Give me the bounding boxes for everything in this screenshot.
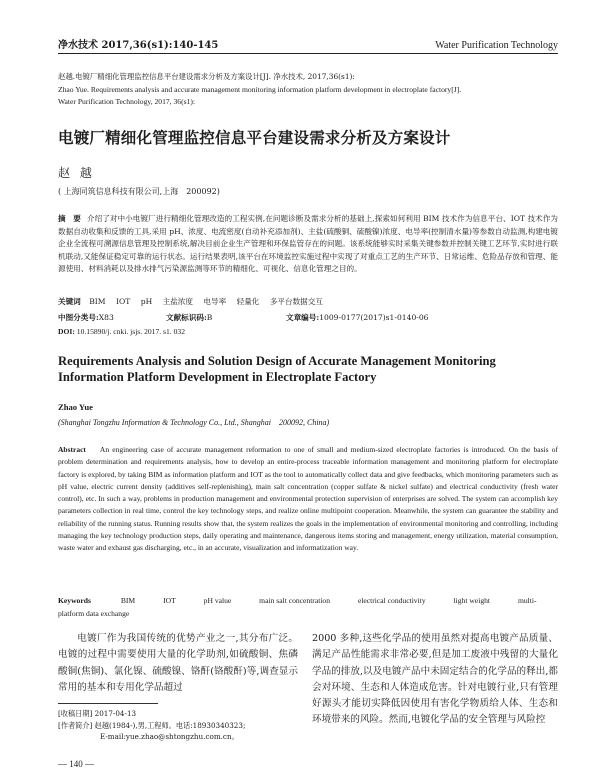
doi-label: DOI: <box>58 327 75 336</box>
keywords-en-label: Keywords <box>58 596 91 605</box>
journal-name-en: Water Purification Technology <box>435 40 558 51</box>
footnote <box>58 708 298 743</box>
abstract-en-text: An engineering case of accurate management reformation to one of small and medium-sized electroplate factories is introduced. On the basis of problem determination and requirements analysis, how to develop an entire-process traceable information management and monitoring platform for electroplate factory is explored, by taking BIM as information platform and IOT as the tool to automatically collect data and give feedbacks, which monitoring parameters such as pH value, electric current density (additives self-replenishing), main salt concentration (copper sulfate & nickel sulfate) and electrical conductivity (fresh water control), etc. In such a way, problems in production management and environmental protection supervision of enterprises are solved. The system can accomplish key parameters collection in real time, control the key technology steps, and realize online multipoint cooperation. Meanwhile, the system can guarantee the stability and reliability of the running status. Running results show that, the system realizes the goals in the implementation of environmental monitoring and controlling, including managing the key technology production steps, daily operating and maintenance, dangerous items storing and management, energy utilization, material consumption, waste water and exhaust gas discharging, etc., in an accurate, visualization and informatization way. <box>58 445 558 553</box>
affiliation-cn: ( 上海同筑信息科技有限公司,上海 200092) <box>58 187 220 196</box>
abstract-cn-text: 介绍了对中小电镀厂进行精细化管理改造的工程实例,在问题诊断及需求分析的基础上,探索如何利用 BIM 技术作为信息平台、IOT 技术作为数据自动收集和反馈的工具,采用 pH、浓度、电流密度(自动补充添加剂)、主盐(硫酸铜、硫酸镍)浓度、电导率(控制清水量)等参数自动监测,构建电镀企业全流程可溯源信息管理及控制系统,解决目前企业生产管理和环保监管存在的问题。该系统能够实时采集关键参数并控制关键工艺环节,实时进行联机联动,又能保证稳定可靠的运行状态。运行结果表明,该平台在环境监控实施过程中实现了对重点工艺的生产环节、日常运维、危险品存放和管理、能源使用、材料消耗以及排水排气污染源监测等环节的精细化、可视化、信息化管理之目的。 <box>58 214 558 274</box>
keywords-cn-label: 关键词 <box>58 297 81 306</box>
document-code: 文献标识码:B <box>166 313 213 322</box>
abstract-en <box>58 444 558 555</box>
citation-block <box>58 71 558 109</box>
keyword-cn: BIM <box>89 297 106 306</box>
keyword-en: IOT <box>163 596 176 605</box>
doi <box>58 327 185 336</box>
keywords-cn <box>58 296 558 307</box>
author-en: Zhao Yue <box>58 402 93 412</box>
page-number: — 140 — <box>58 759 94 769</box>
body-text-right-column: 2000 多种,这些化学品的使用虽然对提高电镀产品质量、满足产品性能需求非常必要,但是加工废液中残留的大量化学品的排放,以及电镀产品中未固定结合的化学品的释出,都会对环境、生态和人体造成危害。针对电镀行业,只有管理好源头才能切实降低因使用有害化学物质给人体、生态和环境带来的风险。然而,电镀化学品的安全管理与风险控 <box>312 633 558 726</box>
classification-row <box>58 312 558 323</box>
author-email: E-mail:yue.zhao@shtongzhu.com.cn。 <box>100 732 239 741</box>
keyword-en: multi-platform data exchange <box>58 596 537 618</box>
citation-en-line2: Water Purification Technology, 2017, 36(s1): <box>58 97 195 106</box>
citation-en-line1: Zhao Yue. Requirements analysis and accurate management monitoring information platform development in electroplate factory[J]. <box>58 84 462 94</box>
abstract-en-label: Abstract <box>58 445 86 454</box>
keyword-en: light weight <box>453 596 491 605</box>
keyword-en: main salt concentration <box>259 596 331 605</box>
abstract-cn-label: 摘 要 <box>58 214 81 223</box>
keyword-en: BIM <box>120 596 136 605</box>
article-number: 文章编号:1009-0177(2017)s1-0140-06 <box>286 313 429 322</box>
keyword-cn: 多平台数据交互 <box>269 297 323 306</box>
keywords-en <box>58 594 558 620</box>
keyword-en: pH value <box>203 596 232 605</box>
body-text-left-column: 电镀厂作为我国传统的优势产业之一,其分布广泛。电镀的过程中需要使用大量的化学助剂,如硫酸铜、焦磷酸铜(焦铜)、氯化镍、硫酸镍、铬酐(铬酸酐)等,调查显示常用的基本和专用化学品超过 <box>58 633 298 693</box>
running-header <box>58 38 558 54</box>
clc-number: 中图分类号:X83 <box>58 313 114 322</box>
keyword-cn: pH <box>140 297 153 306</box>
keyword-cn: 主盐浓度 <box>162 297 193 306</box>
keyword-cn: 电导率 <box>203 297 227 306</box>
footnote-divider <box>58 703 158 704</box>
author-info: [作者简介] 赵越(1984-),男,工程师。电话:18930340323; <box>58 720 246 730</box>
citation-cn: 赵越.电镀厂精细化管理监控信息平台建设需求分析及方案设计[J]. 净水技术, 2017,36(s1): <box>58 72 355 81</box>
received-date: [收稿日期] 2017-04-13 <box>58 709 137 718</box>
paper-title-cn: 电镀厂精细化管理监控信息平台建设需求分析及方案设计 <box>58 129 451 147</box>
affiliation-en: (Shanghai Tongzhu Information & Technology Co., Ltd., Shanghai 200092, China) <box>58 418 330 427</box>
keyword-cn: IOT <box>115 297 131 306</box>
abstract-cn <box>58 213 558 276</box>
keyword-cn: 轻量化 <box>236 297 260 306</box>
doi-value[interactable]: 10.15890/j. cnki. jsjs. 2017. s1. 032 <box>74 327 185 336</box>
keyword-en: electrical conductivity <box>357 596 426 605</box>
paper-title-en: Requirements Analysis and Solution Design of Accurate Management Monitoring Information Platform Development in Electroplate Factory <box>58 354 496 384</box>
author-cn: 赵 越 <box>58 166 95 180</box>
journal-name-cn: 净水技术 2017,36(s1):140-145 <box>58 40 219 51</box>
